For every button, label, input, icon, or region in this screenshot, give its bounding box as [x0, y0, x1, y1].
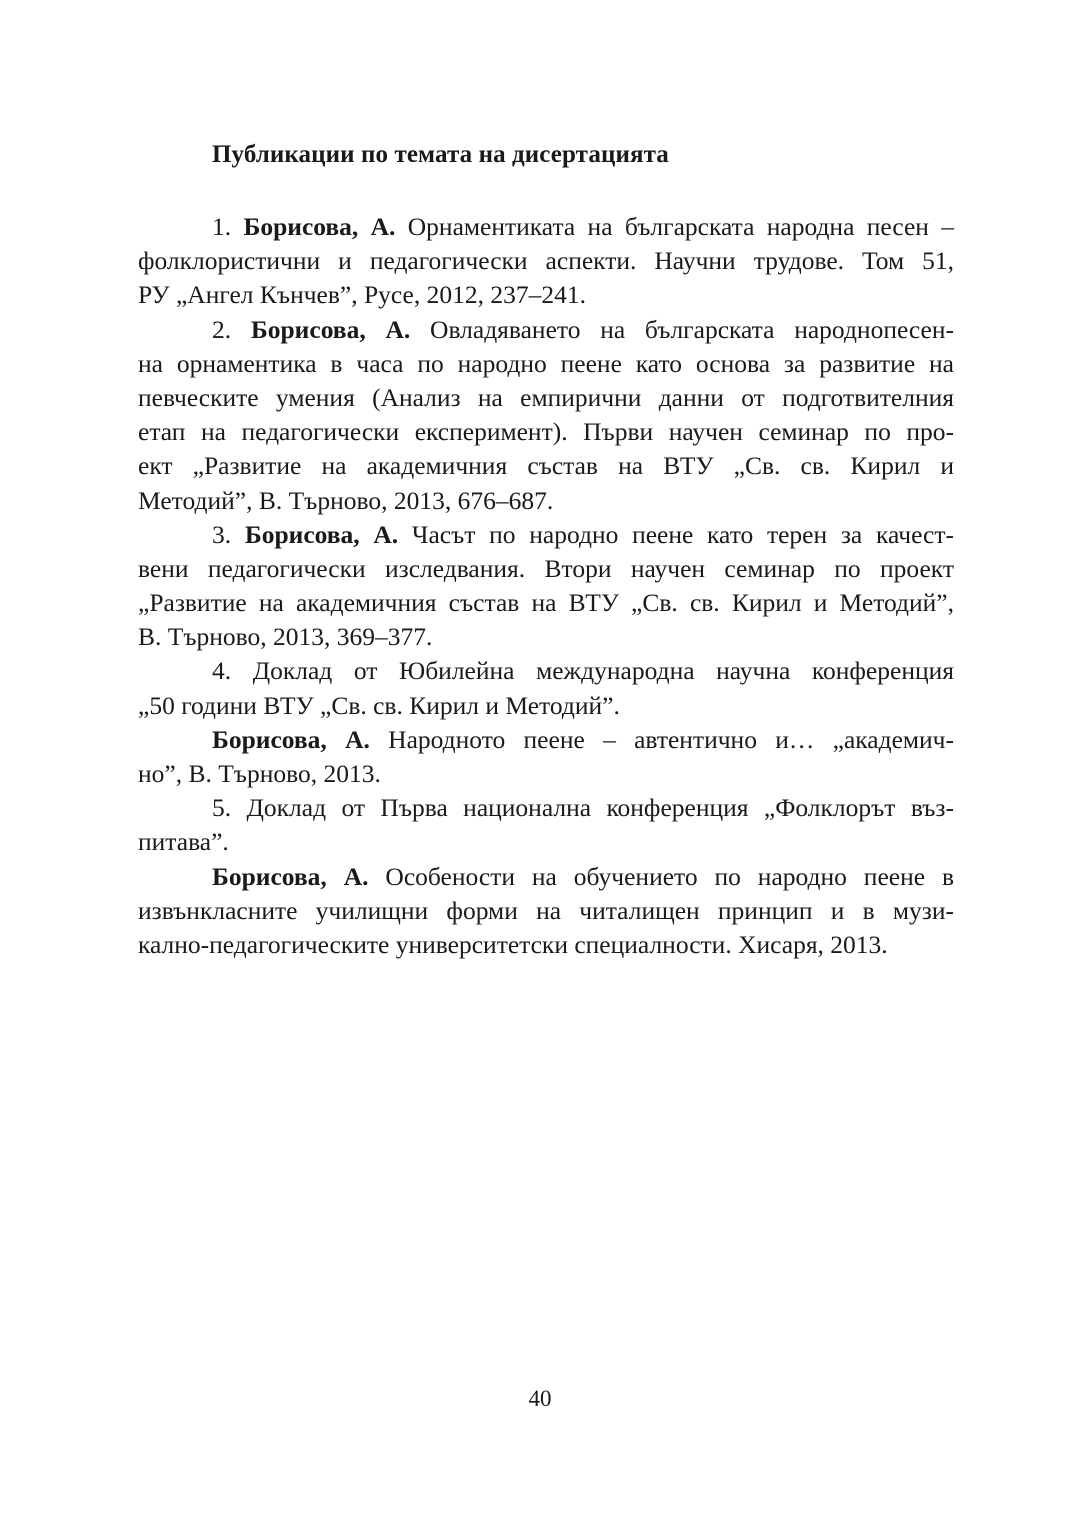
- author-name: Борисова, А.: [212, 724, 370, 754]
- entry-3-line-3: „Развитие на академичния състав на ВТУ „Св. св. Кирил и Методий”,: [138, 588, 954, 618]
- entry-1-line-2: фолклористични и педагогически аспекти. Научни трудове. Том 51,: [138, 246, 954, 276]
- publications-list: [138, 210, 954, 962]
- entry-3-line-2: вени педагогически изследвания. Втори научен семинар по проект: [138, 553, 954, 583]
- entry-4-paper-line-1: Борисова, А. Народното пеене – автентично и… „академич-: [212, 724, 954, 754]
- entry-1-line-3: РУ „Ангел Кънчев”, Русе, 2012, 237–241.: [138, 280, 586, 310]
- entry-5-paper-line-1: Борисова, А. Особености на обучението по народно пеене в: [212, 861, 954, 891]
- author-name: Борисова, А.: [243, 212, 396, 241]
- entry-5-paper-line-3: кално-педагогическите университетски специалности. Хисаря, 2013.: [138, 929, 888, 959]
- entry-4-paper-line-2: но”, В. Търново, 2013.: [138, 759, 381, 788]
- author-name: Борисова, А.: [244, 519, 399, 549]
- entry-2-line-4: етап на педагогически експеримент). Първи научен семинар по про-: [138, 417, 954, 447]
- entry-1-line-1: 1. Борисова, А. Орнаментиката на българската народна песен –: [212, 212, 955, 241]
- entry-2-line-5: ект „Развитие на академичния състав на ВТУ „Св. св. Кирил и: [138, 451, 954, 481]
- entry-3-line-1: 3. Борисова, А. Часът по народно пеене като терен за качест-: [212, 519, 955, 549]
- entry-2-line-1: 2. Борисова, А. Овладяването на българската народнопесен-: [212, 314, 955, 344]
- entry-2-line-2: на орнаментика в часа по народно пеене като основа за развитие на: [138, 348, 954, 378]
- entry-4-line-1: 4. Доклад от Юбилейна международна научна конференция: [212, 656, 954, 686]
- section-heading: Публикации по темата на дисертацията: [212, 141, 669, 168]
- entry-2-line-6: Методий”, В. Търново, 2013, 676–687.: [138, 485, 554, 515]
- author-name: Борисова, А.: [212, 861, 369, 891]
- entry-4-line-2: „50 години ВТУ „Св. св. Кирил и Методий”.: [138, 690, 620, 720]
- entry-5-paper-line-2: извънкласните училищни форми на читалищен принцип и в музи-: [138, 895, 954, 925]
- entry-3-line-4: В. Търново, 2013, 369–377.: [138, 622, 433, 652]
- author-name: Борисова, А.: [250, 314, 411, 344]
- page-number: 40: [528, 1386, 552, 1411]
- entry-5-line-2: питава”.: [138, 827, 229, 857]
- entry-5-line-1: 5. Доклад от Първа национална конференция „Фолклорът въз-: [212, 793, 954, 823]
- entry-2-line-3: певческите умения (Анализ на емпирични данни от подготвителния: [138, 382, 954, 412]
